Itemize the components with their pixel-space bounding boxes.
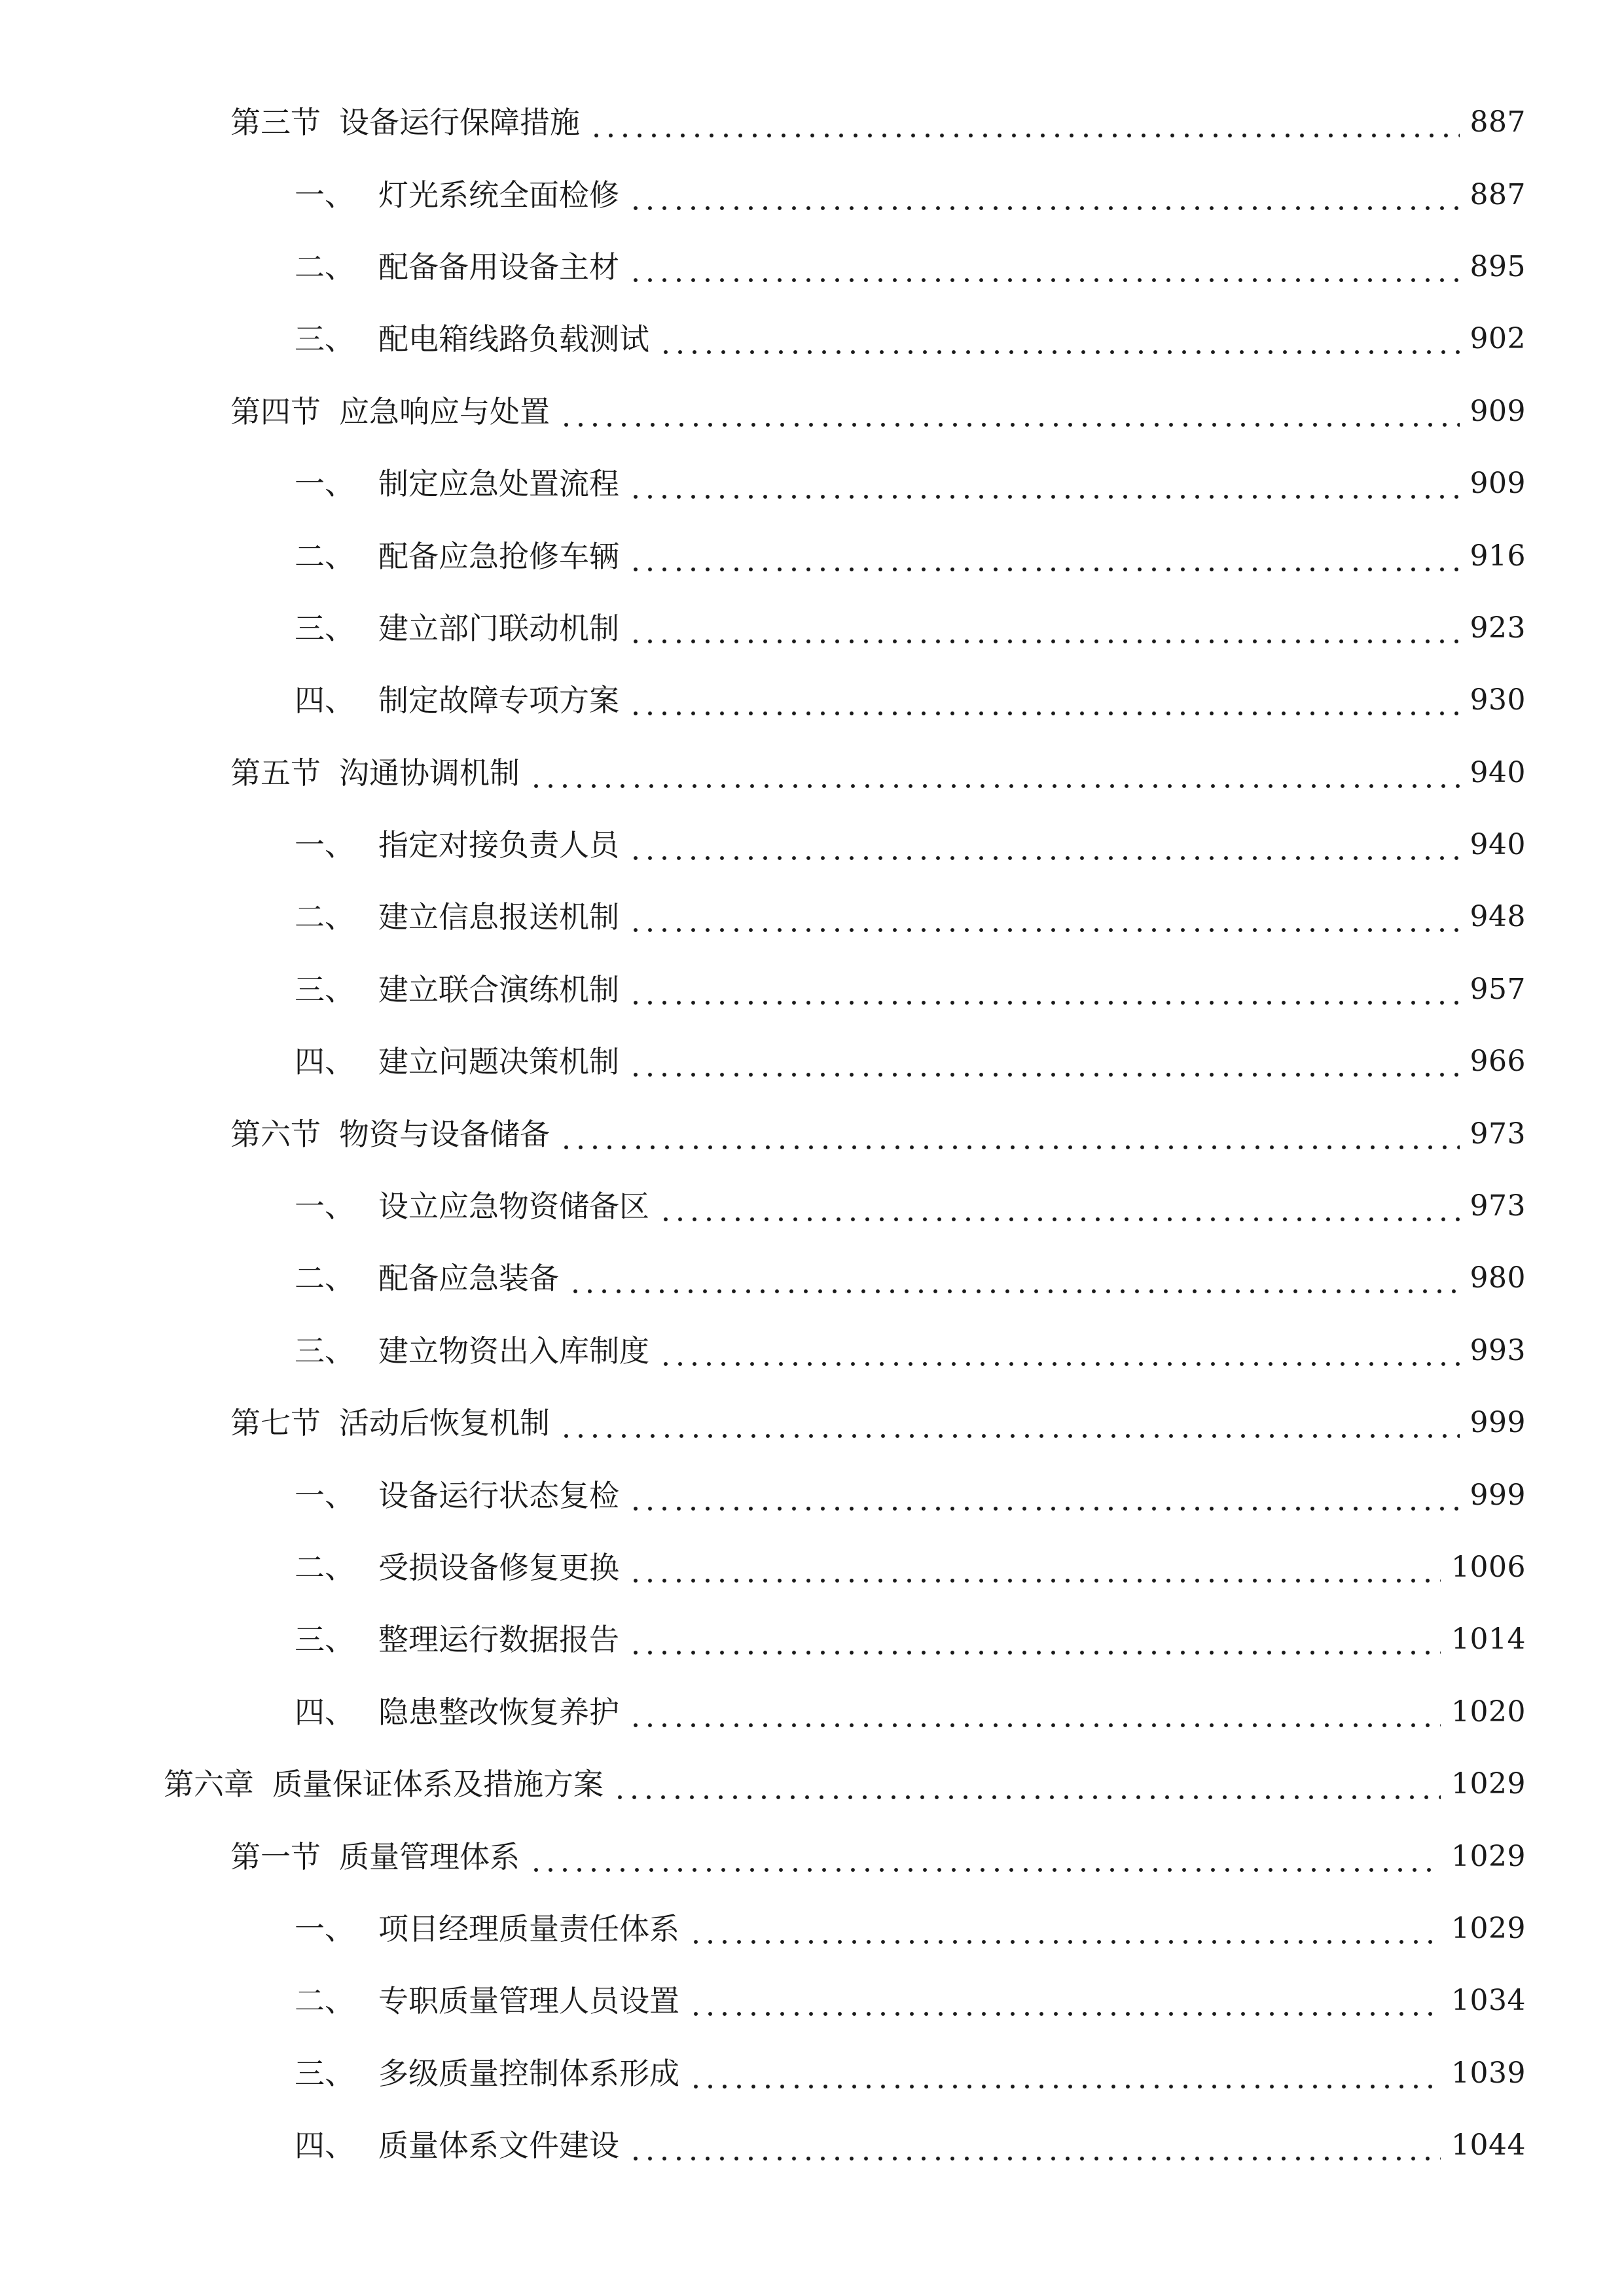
toc-entry-number: 一、: [295, 827, 355, 863]
toc-entry-item[interactable]: [0, 2109, 1624, 2181]
toc-entry-page-number: 909: [1470, 467, 1526, 501]
toc-entry-section[interactable]: [0, 1387, 1624, 1459]
toc-entry-page-number: 957: [1470, 972, 1526, 1006]
toc-entry-page-number: 930: [1470, 683, 1526, 717]
toc-entry-title: 建立问题决策机制: [378, 1044, 619, 1080]
dot-leader: [529, 1840, 1441, 1873]
toc-entry-item[interactable]: [0, 158, 1624, 230]
toc-entry-number: 三、: [295, 1333, 355, 1369]
toc-entry-section[interactable]: [0, 737, 1624, 809]
toc-entry-page-number: 923: [1470, 611, 1526, 645]
toc-entry-number: 四、: [295, 2128, 355, 2164]
dot-leader: [628, 1045, 1460, 1078]
toc-entry-number: 二、: [295, 1261, 355, 1297]
toc-entry-page-number: 1006: [1451, 1551, 1526, 1584]
dot-leader: [628, 540, 1460, 573]
dot-leader: [628, 1551, 1441, 1584]
toc-entry-item[interactable]: [0, 2037, 1624, 2109]
toc-entry-section[interactable]: [0, 86, 1624, 158]
toc-entry-number: 二、: [295, 1550, 355, 1585]
dot-leader: [689, 1912, 1441, 1945]
dot-leader: [589, 106, 1460, 139]
toc-entry-title: 配电箱线路负载测试: [378, 321, 649, 357]
toc-entry-item[interactable]: [0, 881, 1624, 953]
dot-leader: [559, 1407, 1460, 1439]
toc-entry-number: 第六章: [164, 1767, 254, 1803]
toc-entry-page-number: 1044: [1451, 2128, 1526, 2162]
dot-leader: [568, 1262, 1460, 1295]
toc-entry-number: 一、: [295, 1189, 355, 1225]
toc-entry-page-number: 999: [1470, 1478, 1526, 1512]
toc-entry-item[interactable]: [0, 303, 1624, 375]
toc-entry-title: 活动后恢复机制: [339, 1405, 550, 1441]
toc-entry-number: 一、: [295, 1910, 355, 1946]
toc-entry-item[interactable]: [0, 954, 1624, 1026]
toc-entry-page-number: 999: [1470, 1406, 1526, 1440]
toc-entry-page-number: 1039: [1451, 2056, 1526, 2090]
dot-leader: [529, 757, 1460, 789]
toc-entry-number: 四、: [295, 1044, 355, 1080]
dot-leader: [628, 973, 1460, 1006]
toc-entry-title: 隐患整改恢复养护: [378, 1694, 619, 1730]
toc-entry-title: 制定故障专项方案: [378, 683, 619, 719]
toc-entry-title: 建立联合演练机制: [378, 971, 619, 1007]
toc-entry-item[interactable]: [0, 1170, 1624, 1242]
toc-entry-number: 第六节: [230, 1116, 321, 1152]
toc-entry-title: 整理运行数据报告: [378, 1622, 619, 1658]
toc-entry-title: 配备应急抢修车辆: [378, 538, 619, 574]
dot-leader: [628, 684, 1460, 717]
dot-leader: [659, 323, 1460, 355]
toc-entry-number: 第三节: [230, 105, 321, 141]
toc-entry-page-number: 1029: [1451, 1839, 1526, 1873]
dot-leader: [559, 395, 1460, 428]
toc-entry-title: 项目经理质量责任体系: [378, 1910, 679, 1946]
toc-entry-number: 第四节: [230, 393, 321, 429]
dot-leader: [628, 1696, 1441, 1729]
toc-entry-title: 应急响应与处置: [339, 393, 550, 429]
toc-entry-number: 第一节: [230, 1839, 321, 1874]
toc-entry-number: 三、: [295, 2055, 355, 2091]
dot-leader: [628, 829, 1460, 861]
toc-entry-item[interactable]: [0, 1532, 1624, 1604]
toc-entry-page-number: 940: [1470, 755, 1526, 789]
dot-leader: [628, 612, 1460, 645]
dot-leader: [689, 1984, 1441, 2017]
toc-entry-number: 第七节: [230, 1405, 321, 1441]
toc-entry-number: 四、: [295, 1694, 355, 1730]
toc-entry-item[interactable]: [0, 1604, 1624, 1676]
toc-entry-item[interactable]: [0, 664, 1624, 736]
toc-entry-item[interactable]: [0, 1676, 1624, 1748]
toc-entry-page-number: 1029: [1451, 1911, 1526, 1945]
toc-entry-page-number: 895: [1470, 249, 1526, 283]
toc-entry-page-number: 1020: [1451, 1695, 1526, 1729]
toc-entry-page-number: 1014: [1451, 1623, 1526, 1657]
toc-entry-title: 制定应急处置流程: [378, 466, 619, 502]
toc-entry-page-number: 909: [1470, 394, 1526, 428]
toc-entry-title: 设立应急物资储备区: [378, 1189, 649, 1225]
toc-entry-title: 沟通协调机制: [339, 755, 520, 791]
toc-entry-number: 第五节: [230, 755, 321, 791]
toc-entry-page-number: 902: [1470, 322, 1526, 356]
toc-entry-title: 配备应急装备: [378, 1261, 559, 1297]
toc-entry-title: 建立物资出入库制度: [378, 1333, 649, 1369]
toc-entry-item[interactable]: [0, 592, 1624, 664]
dot-leader: [659, 1190, 1460, 1223]
toc-entry-section[interactable]: [0, 1098, 1624, 1170]
toc-entry-page-number: 916: [1470, 539, 1526, 573]
toc-entry-page-number: 993: [1470, 1333, 1526, 1367]
dot-leader: [628, 251, 1460, 283]
toc-entry-number: 三、: [295, 321, 355, 357]
toc-entry-title: 受损设备修复更换: [378, 1550, 619, 1585]
toc-entry-page-number: 1029: [1451, 1767, 1526, 1801]
dot-leader: [628, 467, 1460, 500]
dot-leader: [628, 901, 1460, 933]
dot-leader: [659, 1335, 1460, 1367]
toc-entry-number: 四、: [295, 683, 355, 719]
toc-entry-item[interactable]: [0, 1242, 1624, 1314]
toc-entry-number: 一、: [295, 1477, 355, 1513]
toc-entry-title: 物资与设备储备: [339, 1116, 550, 1152]
toc-entry-chapter[interactable]: [0, 1748, 1624, 1820]
toc-entry-title: 建立信息报送机制: [378, 899, 619, 935]
toc-entry-item[interactable]: [0, 448, 1624, 520]
toc-entry-number: 三、: [295, 971, 355, 1007]
toc-entry-title: 指定对接负责人员: [378, 827, 619, 863]
table-of-contents: [0, 86, 1624, 2181]
toc-entry-page-number: 887: [1470, 177, 1526, 211]
toc-entry-number: 一、: [295, 466, 355, 502]
toc-entry-page-number: 887: [1470, 105, 1526, 139]
toc-entry-section[interactable]: [0, 376, 1624, 448]
toc-entry-title: 专职质量管理人员设置: [378, 1983, 679, 2019]
toc-entry-page-number: 973: [1470, 1189, 1526, 1223]
toc-entry-title: 建立部门联动机制: [378, 610, 619, 646]
dot-leader: [559, 1118, 1460, 1151]
toc-entry-item[interactable]: [0, 520, 1624, 592]
toc-entry-number: 一、: [295, 177, 355, 213]
toc-entry-item[interactable]: [0, 1965, 1624, 2037]
toc-entry-item[interactable]: [0, 1026, 1624, 1098]
toc-entry-title: 设备运行保障措施: [339, 105, 580, 141]
toc-entry-item[interactable]: [0, 231, 1624, 303]
dot-leader: [689, 2057, 1441, 2090]
toc-entry-title: 质量保证体系及措施方案: [272, 1767, 604, 1803]
dot-leader: [628, 1479, 1460, 1512]
toc-entry-number: 二、: [295, 538, 355, 574]
toc-entry-title: 配备备用设备主材: [378, 249, 619, 285]
dot-leader: [628, 179, 1460, 211]
toc-entry-number: 三、: [295, 1622, 355, 1658]
toc-entry-section[interactable]: [0, 1820, 1624, 1892]
toc-entry-page-number: 973: [1470, 1117, 1526, 1151]
toc-entry-page-number: 966: [1470, 1045, 1526, 1079]
toc-entry-title: 质量体系文件建设: [378, 2128, 619, 2164]
dot-leader: [628, 1623, 1441, 1656]
toc-entry-page-number: 980: [1470, 1261, 1526, 1295]
toc-entry-number: 二、: [295, 1983, 355, 2019]
toc-entry-title: 设备运行状态复检: [378, 1477, 619, 1513]
toc-entry-item[interactable]: [0, 809, 1624, 881]
toc-entry-title: 质量管理体系: [339, 1839, 520, 1874]
toc-entry-number: 二、: [295, 899, 355, 935]
toc-entry-page-number: 940: [1470, 828, 1526, 862]
toc-entry-title: 多级质量控制体系形成: [378, 2055, 679, 2091]
dot-leader: [628, 2129, 1441, 2162]
toc-entry-item[interactable]: [0, 1893, 1624, 1965]
toc-entry-item[interactable]: [0, 1315, 1624, 1387]
toc-entry-number: 三、: [295, 610, 355, 646]
toc-entry-title: 灯光系统全面检修: [378, 177, 619, 213]
toc-entry-page-number: 1034: [1451, 1984, 1526, 2018]
toc-entry-page-number: 948: [1470, 900, 1526, 934]
toc-entry-item[interactable]: [0, 1459, 1624, 1531]
toc-entry-number: 二、: [295, 249, 355, 285]
dot-leader: [613, 1768, 1441, 1801]
